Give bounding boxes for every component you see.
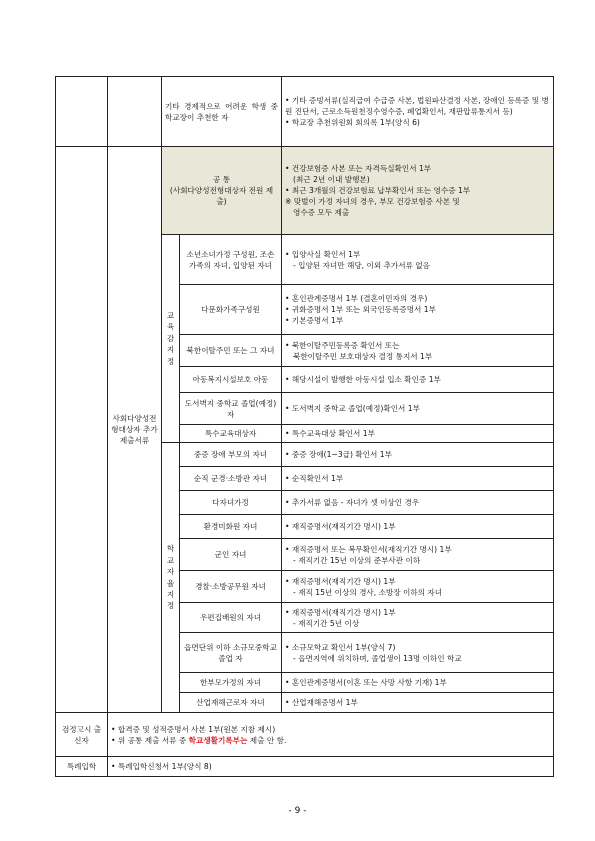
- ged-label: 검정고시 출신자: [56, 713, 108, 757]
- doc-sub: - 재직기간 15년 이상의 준부사관 이하: [293, 555, 421, 565]
- doc-item: • 해당시설이 발행한 아동시설 입소 확인증 1부: [285, 374, 550, 385]
- subcategory-name: 군인 자녀: [180, 539, 282, 571]
- doc-sub: - 입양된 자녀만 해당, 이외 추가서류 없음: [293, 260, 431, 270]
- doc-item: • 재직증명서(재직기간 명시) 1부: [285, 607, 550, 618]
- doc-sub: 북한이탈주민 보호대상자 결정 통지서 1부: [293, 351, 433, 361]
- doc-item: • 재직증명서(재직기간 명시) 1부: [285, 576, 550, 587]
- other-condition: 기타 경제적으로 어려운 학생 중 학교장이 추천한 자: [162, 77, 282, 147]
- common-label: 공 통: [212, 175, 231, 184]
- common-docs: [282, 147, 554, 235]
- doc-sub: - 재직 15년 이상의 경사, 소방장 이하의 자녀: [293, 587, 443, 597]
- doc-item: • 위 공통 제출 서류 중 학교생활기록부는 제출 안 함.: [111, 735, 550, 746]
- subcategory-name: 환경미화원 자녀: [180, 515, 282, 539]
- social-category-label: 사회다양성전형대상자 추가 제출서류: [108, 147, 162, 713]
- doc-item: ※ 맞벌이 가정 자녀의 경우, 부모 건강보험증 사본 및: [285, 197, 460, 206]
- table-row: [56, 77, 554, 147]
- doc-item: • 기타 증빙서류(실직급여 수급증 사본, 법원파산결정 사본, 장애인 등록증 및 병원 진단서, 근로소득원천징수영수증, 폐업확인서, 재판압류통지서 등): [285, 95, 550, 117]
- school-group-label: 학교자율지정: [162, 443, 180, 713]
- subcategory-docs: [282, 693, 554, 713]
- doc-bullet: •: [285, 164, 290, 173]
- subcategory-docs: [282, 367, 554, 393]
- doc-sub: 영수증 모두 제출: [293, 208, 350, 217]
- blank-cell: [56, 77, 108, 147]
- special-label: 특례입학: [56, 757, 108, 777]
- doc-item: • 산업재해증명서 1부: [285, 697, 550, 708]
- subcategory-docs: [282, 335, 554, 367]
- subcategory-name: 한부모가정의 자녀: [180, 673, 282, 693]
- doc-item: • 특례입학신청서 1부(양식 8): [111, 761, 550, 772]
- table-row: [56, 147, 554, 235]
- subcategory-docs: [282, 393, 554, 425]
- common-label-cell: [162, 147, 282, 235]
- table-row: [56, 757, 554, 777]
- other-docs: [282, 77, 554, 147]
- doc-item: • 기본증명서 1부: [285, 315, 550, 326]
- subcategory-name: 아동복지시설보호 아동: [180, 367, 282, 393]
- doc-item: • 도서벽지 중학교 졸업(예정)확인서 1부: [285, 403, 550, 414]
- doc-sub: (최근 2년 이내 발행본): [293, 175, 370, 184]
- subcategory-docs: [282, 571, 554, 603]
- doc-sub: - 읍면지역에 위치하며, 졸업생이 13명 이하인 학교: [293, 653, 462, 663]
- subcategory-docs: [282, 425, 554, 443]
- subcategory-docs: [282, 515, 554, 539]
- subcategory-docs: [282, 539, 554, 571]
- doc-item: • 소규모학교 확인서 1부(양식 7): [285, 642, 550, 653]
- common-sublabel: (사회다양성전형대상자 전원 제출): [169, 186, 274, 206]
- subcategory-name: 산업재해근로자 자녀: [180, 693, 282, 713]
- doc-item: • 건강보험증 사본 또는 자격득실확인서 1부: [285, 164, 432, 173]
- doc-item: • 입양사실 확인서 1부: [285, 249, 550, 260]
- subcategory-name: 읍면단위 이하 소규모중학교 졸업 자: [180, 633, 282, 673]
- blank-cell: [108, 77, 162, 147]
- subcategory-name: 다자녀가정: [180, 491, 282, 515]
- edu-group-label: 교육감지정: [162, 235, 180, 443]
- subcategory-name: 순직 군경·소방관 자녀: [180, 467, 282, 491]
- subcategory-name: 특수교육대상자: [180, 425, 282, 443]
- doc-item: • 북한이탈주민등록증 확인서 또는: [285, 340, 550, 351]
- doc-item: • 혼인관계증명서 1부 (결혼이민자의 경우): [285, 293, 550, 304]
- doc-item: • 학교장 추천위원회 회의록 1부(양식 6): [285, 117, 550, 128]
- subcategory-name: 다문화가족구성원: [180, 285, 282, 335]
- doc-item: • 재직증명서(재직기간 명시) 1부: [285, 521, 550, 532]
- blank-cell: [56, 147, 108, 713]
- doc-item: • 혼인관계증명서(이혼 또는 사망 사항 기재) 1부: [285, 677, 550, 688]
- ged-docs: [108, 713, 554, 757]
- subcategory-docs: [282, 673, 554, 693]
- doc-item: • 재직증명서 또는 복무확인서(재직기간 명시) 1부: [285, 544, 550, 555]
- doc-bullet: •: [285, 186, 290, 195]
- subcategory-docs: [282, 285, 554, 335]
- subcategory-name: 경찰·소방공무원 자녀: [180, 571, 282, 603]
- subcategory-name: 소년소녀가정 구성원, 조손가족의 자녀, 입양된 자녀: [180, 235, 282, 285]
- doc-item: • 합격증 및 성적증명서 사본 1부(원본 지참 제시): [111, 724, 550, 735]
- subcategory-docs: [282, 443, 554, 467]
- document-table: [55, 76, 554, 777]
- table-row: [56, 713, 554, 757]
- highlight-text: 학교생활기록부는: [188, 735, 248, 745]
- subcategory-docs: [282, 633, 554, 673]
- subcategory-name: 도서벽지 중학교 졸업(예정)자: [180, 393, 282, 425]
- subcategory-name: 중증 장애 부모의 자녀: [180, 443, 282, 467]
- special-docs: [108, 757, 554, 777]
- doc-sub: - 재직기간 5년 이상: [293, 618, 360, 628]
- doc-item: • 최근 3개월의 건강보험료 납부확인서 또는 영수증 1부: [285, 186, 471, 195]
- page-number: - 9 -: [288, 806, 307, 816]
- subcategory-name: 북한이탈주민 또는 그 자녀: [180, 335, 282, 367]
- doc-item: • 특수교육대상 확인서 1부: [285, 428, 550, 439]
- subcategory-docs: [282, 235, 554, 285]
- subcategory-docs: [282, 467, 554, 491]
- doc-item: • 귀화증명서 1부 또는 외국인등록증명서 1부: [285, 304, 550, 315]
- doc-item: • 추가서류 없음 - 자녀가 셋 이상인 경우: [285, 497, 550, 508]
- subcategory-name: 우편집배원의 자녀: [180, 603, 282, 633]
- subcategory-docs: [282, 491, 554, 515]
- doc-item: • 중증 장애(1~3급) 확인서 1부: [285, 449, 550, 460]
- doc-item: • 순직확인서 1부: [285, 473, 550, 484]
- subcategory-docs: [282, 603, 554, 633]
- doc-bullet: ※: [285, 197, 292, 206]
